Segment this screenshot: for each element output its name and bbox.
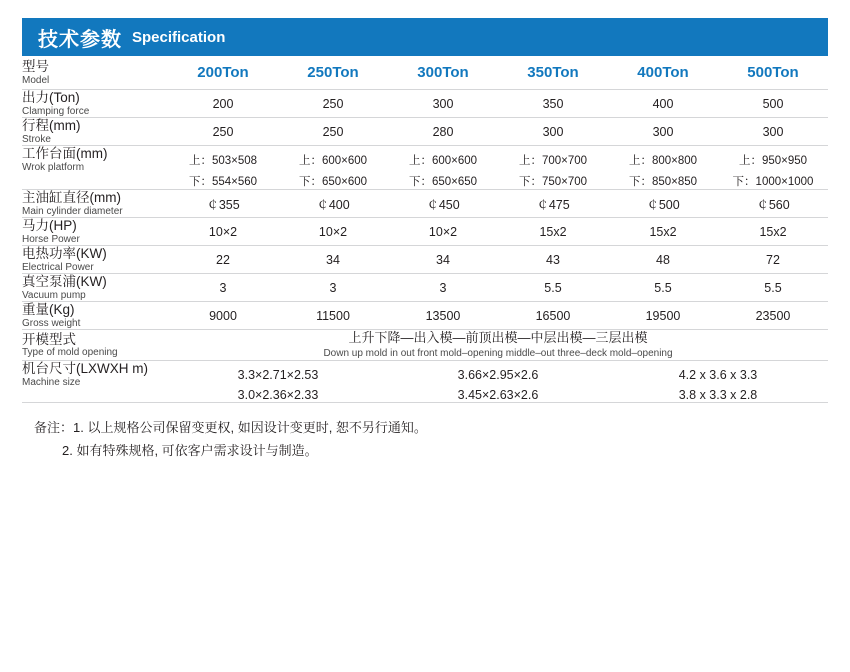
table-cell: 300: [388, 90, 498, 118]
table-cell: 下：750×700: [498, 173, 608, 190]
row-label: [22, 118, 168, 146]
table-cell: ￠450: [388, 190, 498, 218]
row-label-en: Machine size: [22, 376, 81, 388]
table-cell: 上：700×700: [518, 154, 588, 167]
table-row-machine-size: [22, 388, 828, 403]
table-cell: 10×2: [168, 218, 278, 246]
notes-line-1: [34, 417, 828, 440]
row-label-cn: 出力(Ton): [22, 90, 80, 105]
table-cell: 3: [168, 274, 278, 302]
table-cell: 300: [608, 118, 718, 146]
row-label: [22, 218, 168, 246]
table-row: [22, 118, 828, 146]
table-cell: ￠560: [718, 190, 828, 218]
row-label-en: Wrok platform: [22, 161, 85, 173]
table-cell: 上：800×800: [628, 154, 698, 167]
header-title-cn: 技术参数: [38, 28, 122, 51]
row-label-cn: 机台尺寸(LXWXH m): [22, 361, 148, 377]
table-cell: ￠475: [498, 190, 608, 218]
table-row-model: [22, 56, 828, 90]
table-cell: 5.5: [608, 274, 718, 302]
table-cell: 400: [608, 90, 718, 118]
row-label-cn: 开模型式: [22, 331, 76, 347]
table-cell: 上：600×600: [298, 154, 368, 167]
table-cell: 48: [608, 246, 718, 274]
table-cell: 350: [498, 90, 608, 118]
table-cell: 15x2: [608, 218, 718, 246]
notes-item-2: 2. 如有特殊规格, 可依客户需求设计与制造。: [62, 442, 318, 458]
row-label-cn: 工作台面(mm): [22, 146, 108, 162]
table-cell: 11500: [278, 302, 388, 330]
notes-title: 备注：: [34, 420, 74, 436]
table-cell: 下：850×850: [608, 173, 718, 190]
mold-opening-en: Down up mold in out front mold–opening middle–out three–deck mold–opening: [323, 348, 673, 360]
table-row: [22, 274, 828, 302]
header-title-en: Specification: [132, 28, 226, 46]
table-cell: 300: [718, 118, 828, 146]
table-row: [22, 90, 828, 118]
table-cell: 下：1000×1000: [718, 173, 828, 190]
table-cell: 34: [388, 246, 498, 274]
row-label-cn: 真空泵浦(KW): [22, 274, 107, 290]
model-cell: 200Ton: [168, 56, 278, 90]
table-cell: 23500: [718, 302, 828, 330]
row-label: [22, 302, 168, 330]
table-cell: 15x2: [718, 218, 828, 246]
table-row: [22, 190, 828, 218]
row-label-en: Vacuum pump: [22, 289, 86, 301]
row-label-en: Horse Power: [22, 233, 80, 245]
table-cell: 250: [278, 90, 388, 118]
machine-size-cell: 3.66×2.95×2.6: [457, 367, 539, 382]
row-label: [22, 173, 168, 190]
model-cell: 400Ton: [608, 56, 718, 90]
specification-table: [22, 56, 828, 403]
row-label-cn: 电热功率(KW): [22, 246, 107, 262]
row-label: [22, 190, 168, 218]
machine-size-cell: 4.2 x 3.6 x 3.3: [678, 367, 758, 382]
table-cell: 3: [278, 274, 388, 302]
table-cell: 16500: [498, 302, 608, 330]
row-label-en: Type of mold opening: [22, 347, 118, 359]
machine-size-cell: 3.8 x 3.3 x 2.8: [608, 388, 828, 403]
row-label-en: Model: [22, 74, 50, 86]
row-label-cn: 型号: [22, 58, 49, 74]
row-label-empty: [22, 388, 168, 403]
table-cell: 下：650×650: [388, 173, 498, 190]
machine-size-cell: 3.3×2.71×2.53: [237, 367, 319, 382]
model-cell: 350Ton: [498, 56, 608, 90]
spec-header: [22, 18, 828, 56]
table-cell: 34: [278, 246, 388, 274]
row-label-en: Stroke: [22, 133, 51, 145]
row-label: [22, 330, 168, 361]
row-label: [22, 146, 168, 174]
row-label-cn: 行程(mm): [22, 118, 81, 134]
row-label-en: Electrical Power: [22, 261, 94, 273]
table-cell: 250: [168, 118, 278, 146]
table-cell: 5.5: [718, 274, 828, 302]
table-cell: 22: [168, 246, 278, 274]
table-row: [22, 302, 828, 330]
table-cell: 250: [278, 118, 388, 146]
table-row: [22, 218, 828, 246]
row-label: [22, 246, 168, 274]
table-cell: 10×2: [388, 218, 498, 246]
table-cell: ￠355: [168, 190, 278, 218]
machine-size-cell: 3.0×2.36×2.33: [168, 388, 388, 403]
table-cell: ￠500: [608, 190, 718, 218]
table-row: [22, 246, 828, 274]
table-cell: 上：950×950: [738, 154, 808, 167]
row-label: [22, 274, 168, 302]
table-cell: 下：554×560: [168, 173, 278, 190]
table-row: [22, 173, 828, 190]
table-cell: 280: [388, 118, 498, 146]
table-cell: 72: [718, 246, 828, 274]
table-cell: 300: [498, 118, 608, 146]
row-label-cn: 重量(Kg): [22, 302, 75, 318]
row-label-cn: 马力(HP): [22, 218, 77, 234]
table-cell: 15x2: [498, 218, 608, 246]
table-cell: 19500: [608, 302, 718, 330]
table-cell: 200: [168, 90, 278, 118]
table-cell: 5.5: [498, 274, 608, 302]
table-cell: 43: [498, 246, 608, 274]
model-cell: 250Ton: [278, 56, 388, 90]
table-row-machine-size: [22, 361, 828, 389]
table-cell: 下：650×600: [278, 173, 388, 190]
table-cell: 10×2: [278, 218, 388, 246]
table-cell: 9000: [168, 302, 278, 330]
table-cell: 3: [388, 274, 498, 302]
notes-item-1: 1. 以上规格公司保留变更权, 如因设计变更时, 恕不另行通知。: [73, 420, 427, 436]
mold-opening-cn: 上升下降—出入模—前顶出模—中层出模—三层出模: [348, 330, 648, 346]
row-label-en: Clamping force: [22, 105, 90, 117]
table-cell: 500: [718, 90, 828, 118]
model-cell: 300Ton: [388, 56, 498, 90]
row-label: [22, 361, 168, 389]
row-label: [22, 90, 168, 118]
table-cell: 上：600×600: [408, 154, 478, 167]
row-label-cn: 主油缸直径(mm): [22, 190, 121, 206]
row-label-model: [22, 56, 168, 90]
table-row-mold-opening: [22, 330, 828, 361]
table-cell: 上：503×508: [188, 154, 258, 167]
notes-section: [22, 417, 828, 463]
mold-opening-value: [168, 330, 828, 361]
machine-size-cell: 3.45×2.63×2.6: [388, 388, 608, 403]
table-cell: 13500: [388, 302, 498, 330]
table-cell: ￠400: [278, 190, 388, 218]
row-label-en: Gross weight: [22, 317, 81, 329]
model-cell: 500Ton: [718, 56, 828, 90]
row-label-en: Main cylinder diameter: [22, 205, 123, 217]
table-row: [22, 146, 828, 174]
